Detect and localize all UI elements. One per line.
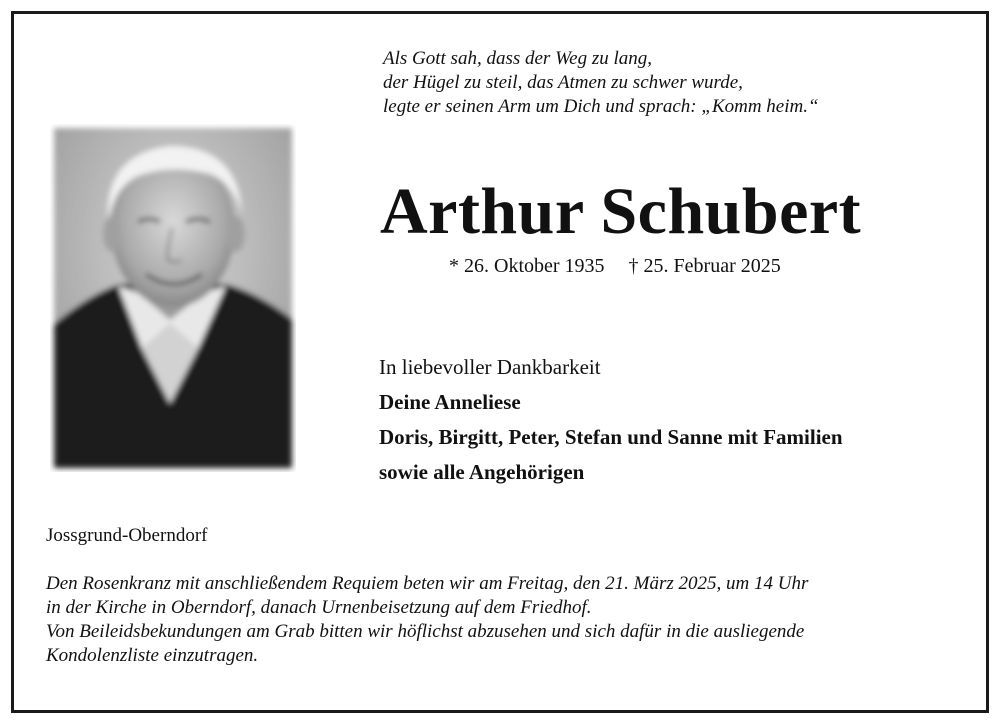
mourner-line: Deine Anneliese: [379, 390, 521, 414]
mourners-intro: In liebevoller Dankbarkeit: [379, 355, 601, 379]
mourners-block: [379, 350, 843, 490]
poem-line: Als Gott sah, dass der Weg zu lang,: [383, 48, 653, 69]
funeral-notice: [46, 572, 966, 668]
place-name: Jossgrund-Oberndorf: [46, 525, 208, 546]
poem-line: der Hügel zu steil, das Atmen zu schwer wurde,: [383, 72, 743, 93]
notice-line: in der Kirche in Oberndorf, danach Urnenbeisetzung auf dem Friedhof.: [46, 597, 592, 618]
notice-line: Kondolenzliste einzutragen.: [46, 645, 259, 666]
mourner-line: sowie alle Angehörigen: [379, 460, 585, 484]
notice-line: Von Beileidsbekundungen am Grab bitten wir höflichst abzusehen und sich dafür in die ausliegende: [46, 621, 805, 642]
portrait-photo: [50, 124, 296, 472]
birth-date: * 26. Oktober 1935: [449, 255, 605, 277]
poem-line: legte er seinen Arm um Dich und sprach: „Komm heim.“: [383, 96, 819, 117]
portrait-photo-image: [50, 124, 296, 472]
notice-line: Den Rosenkranz mit anschließendem Requiem beten wir am Freitag, den 21. März 2025, um 14 Uhr: [46, 573, 809, 594]
mourner-line: Doris, Birgitt, Peter, Stefan und Sanne mit Familien: [379, 425, 843, 449]
death-date: † 25. Februar 2025: [628, 255, 781, 277]
poem-verse: [383, 47, 819, 119]
life-dates: [449, 255, 781, 278]
deceased-name: Arthur Schubert: [380, 175, 862, 248]
